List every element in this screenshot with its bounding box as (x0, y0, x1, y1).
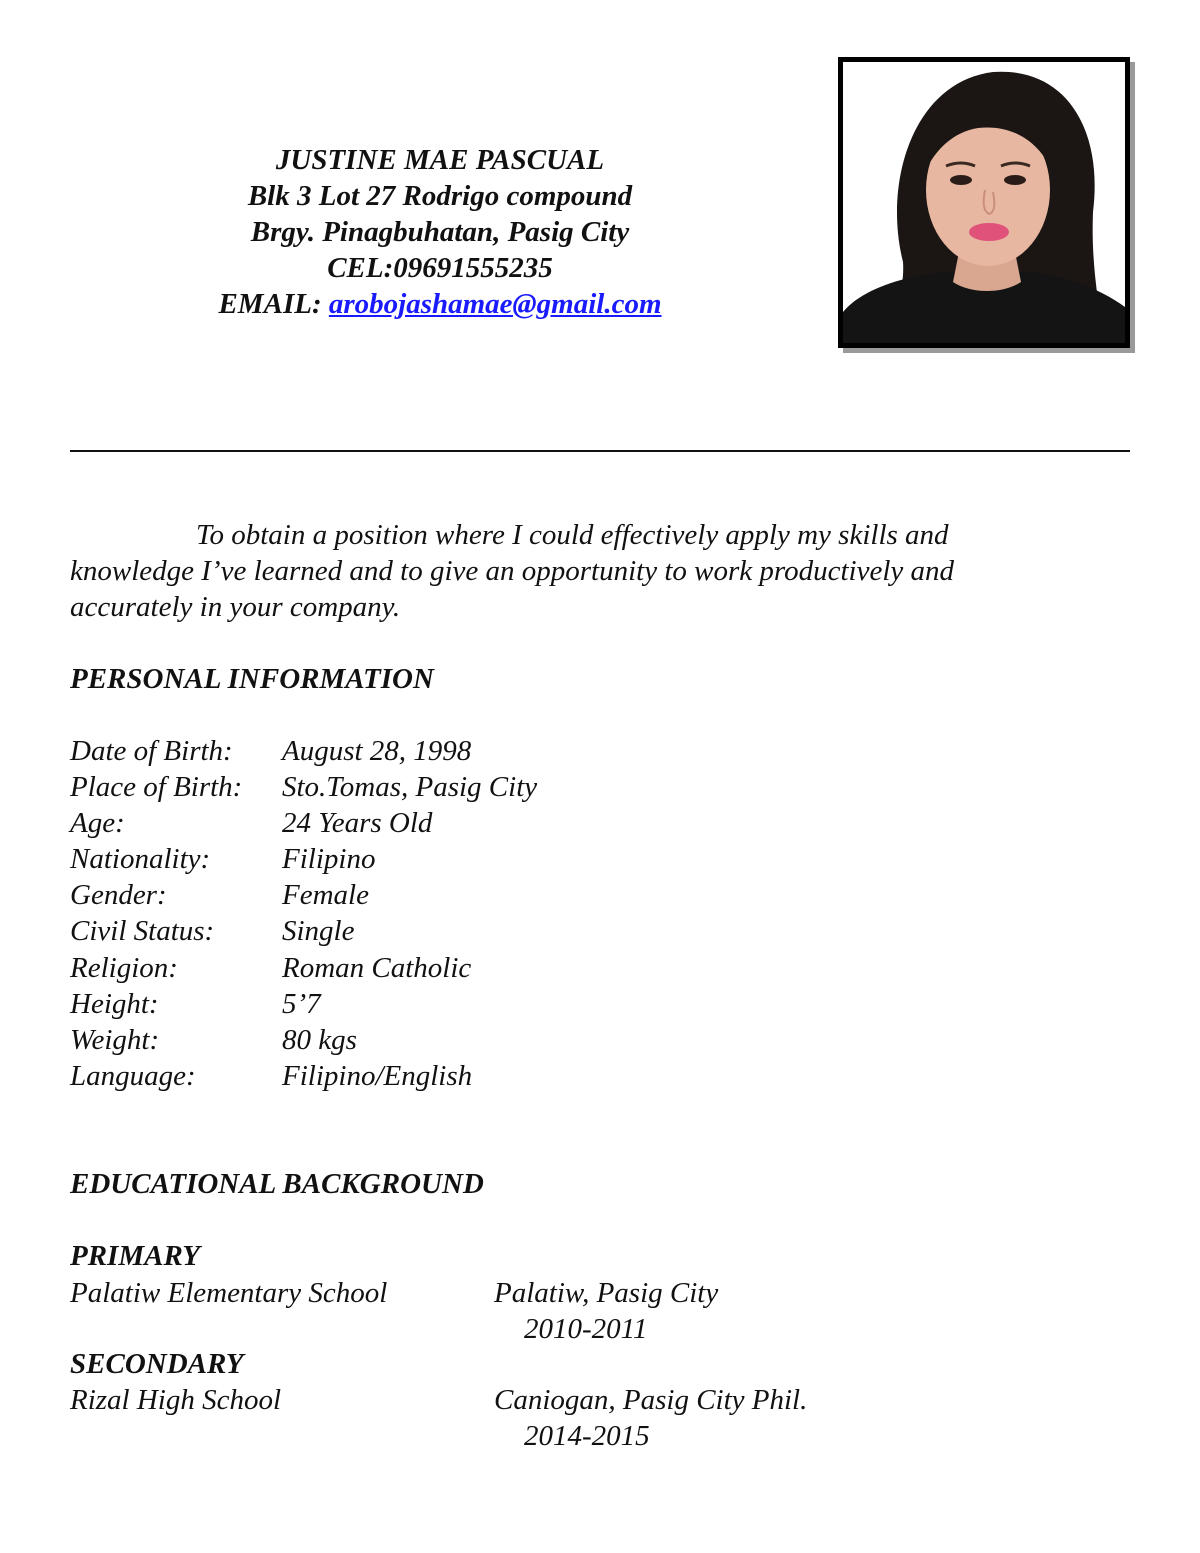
info-label: Place of Birth: (70, 771, 243, 803)
primary-level-heading: PRIMARY (70, 1240, 201, 1272)
info-row-civil-status (70, 913, 355, 949)
secondary-school-location: Caniogan, Pasig City Phil. (494, 1384, 808, 1416)
primary-school-name: Palatiw Elementary School (70, 1277, 388, 1309)
info-label: Weight: (70, 1024, 160, 1056)
applicant-name: JUSTINE MAE PASCUAL (275, 144, 605, 176)
phone-number: CEL:09691555235 (327, 252, 553, 284)
info-row-age (70, 805, 432, 841)
info-row-place-of-birth (70, 769, 537, 805)
secondary-school-name: Rizal High School (70, 1384, 282, 1416)
email-link[interactable]: arobojashamae@gmail.com (328, 288, 662, 320)
info-value: 24 Years Old (282, 807, 433, 839)
career-objective (70, 517, 1070, 625)
info-label: Gender: (70, 879, 167, 911)
info-label: Height: (70, 988, 159, 1020)
info-label: Nationality: (70, 843, 211, 875)
info-value: Filipino/English (282, 1060, 473, 1092)
secondary-level-heading: SECONDARY (70, 1348, 244, 1380)
info-value: Sto.Tomas, Pasig City (282, 771, 538, 803)
info-label: Language: (70, 1060, 196, 1092)
info-row-gender (70, 877, 369, 913)
portrait-illustration (843, 62, 1125, 343)
personal-information-heading: PERSONAL INFORMATION (70, 663, 434, 695)
info-row-nationality (70, 841, 375, 877)
objective-text: To obtain a position where I could effectively apply my skills and knowledge I’ve learned and to give an opportunity to work productively and accurately in your company. (70, 519, 955, 623)
profile-photo (838, 57, 1130, 348)
address-line-1: Blk 3 Lot 27 Rodrigo compound (247, 180, 633, 212)
info-value: Roman Catholic (282, 952, 472, 984)
info-row-date-of-birth (70, 733, 471, 769)
info-value: August 28, 1998 (282, 735, 472, 767)
educational-background-heading: EDUCATIONAL BACKGROUND (70, 1168, 484, 1200)
info-value: Filipino (282, 843, 376, 875)
primary-school-years: 2010-2011 (524, 1313, 648, 1345)
info-label: Civil Status: (70, 915, 215, 947)
info-value: 5’7 (282, 988, 321, 1020)
secondary-school-years: 2014-2015 (524, 1420, 650, 1452)
info-row-language (70, 1058, 472, 1094)
primary-school-location: Palatiw, Pasig City (494, 1277, 719, 1309)
info-label: Age: (70, 807, 125, 839)
info-label: Date of Birth: (70, 735, 233, 767)
info-row-height (70, 986, 321, 1022)
info-row-weight (70, 1022, 357, 1058)
info-value: 80 kgs (282, 1024, 357, 1056)
resume-header (140, 142, 740, 322)
info-value: Single (282, 915, 355, 947)
info-value: Female (282, 879, 369, 911)
info-row-religion (70, 950, 471, 986)
info-label: Religion: (70, 952, 178, 984)
email-line (140, 286, 740, 322)
header-divider (70, 450, 1130, 452)
address-line-2: Brgy. Pinagbuhatan, Pasig City (250, 216, 630, 248)
email-label: EMAIL: (218, 288, 322, 320)
